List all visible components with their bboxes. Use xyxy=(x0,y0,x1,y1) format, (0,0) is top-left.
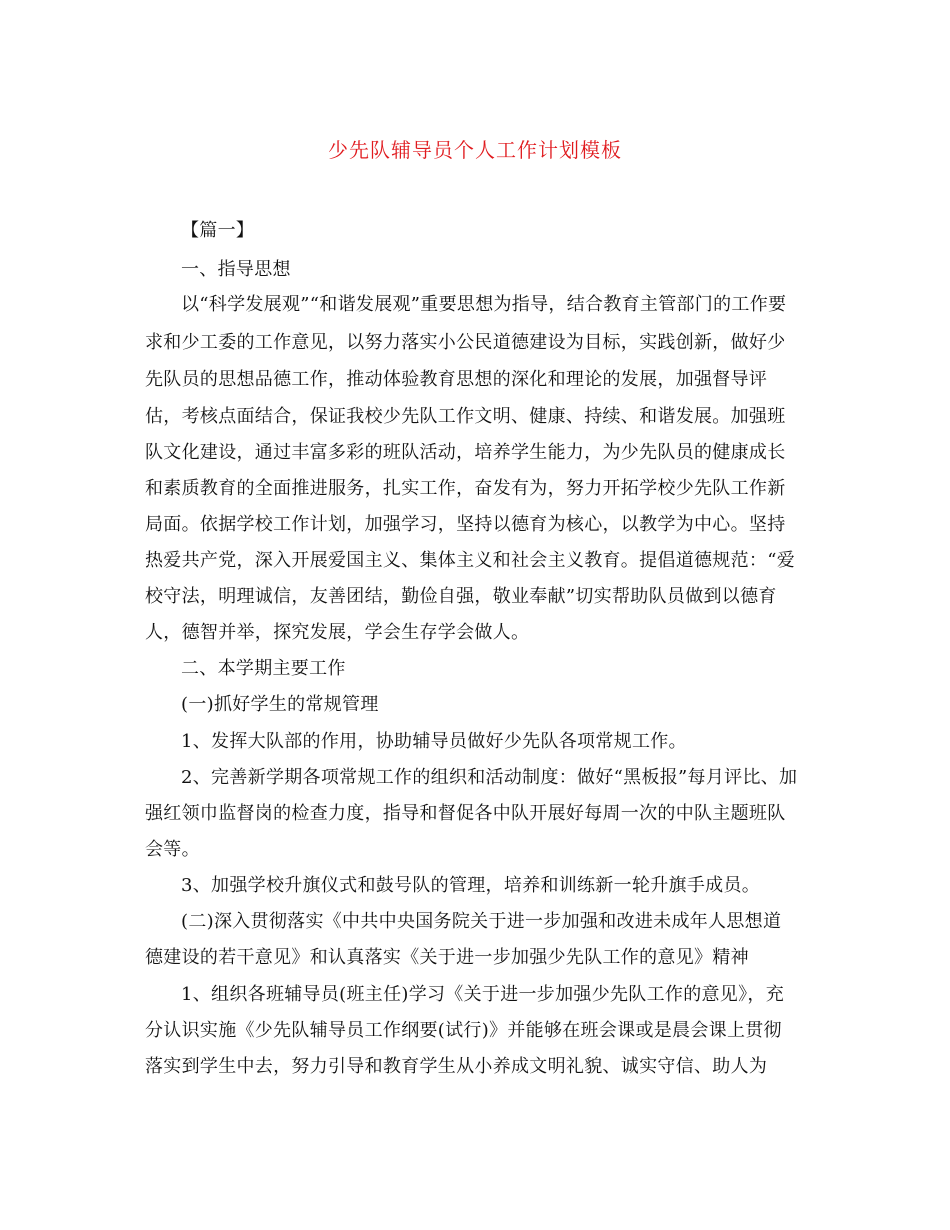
paragraph-line: 以“科学发展观”“和谐发展观”重要思想为指导，结合教育主管部门的工作要 xyxy=(181,294,787,315)
paragraph-line: 落实到学生中去，努力引导和教育学生从小养成文明礼貌、诚实守信、助人为 xyxy=(145,1056,768,1077)
paragraph-line: 会等。 xyxy=(145,839,200,860)
paragraph-line: 和素质教育的全面推进服务，扎实工作，奋发有为，努力开拓学校少先队工作新 xyxy=(145,478,786,499)
paragraph-line: 估，考核点面结合，保证我校少先队工作文明、健康、持续、和谐发展。加强班 xyxy=(145,406,786,427)
paragraph-line: 3、加强学校升旗仪式和鼓号队的管理，培养和训练新一轮升旗手成员。 xyxy=(181,875,761,896)
subheading-routine-management: (一)抓好学生的常规管理 xyxy=(181,694,379,715)
paragraph-line: 求和少工委的工作意见，以努力落实小公民道德建设为目标，实践创新，做好少 xyxy=(145,332,786,353)
paragraph-line: 分认识实施《少先队辅导员工作纲要(试行)》并能够在班会课或是晨会课上贯彻 xyxy=(145,1020,782,1041)
paragraph-line: 局面。依据学校工作计划，加强学习，坚持以德育为核心，以教学为中心。坚持 xyxy=(145,514,786,535)
paragraph-line: 1、发挥大队部的作用，协助辅导员做好少先队各项常规工作。 xyxy=(181,731,687,752)
paragraph-line: 热爱共产党，深入开展爱国主义、集体主义和社会主义教育。提倡道德规范：“爱 xyxy=(145,550,795,571)
paragraph-line: 强红领巾监督岗的检查力度，指导和督促各中队开展好每周一次的中队主题班队 xyxy=(145,803,786,824)
paragraph-line: 校守法，明理诚信，友善团结，勤俭自强，敬业奉献”切实帮助队员做到以德育 xyxy=(145,586,777,607)
heading-guiding-ideology: 一、指导思想 xyxy=(181,259,291,280)
paragraph-line: 人，德智并举，探究发展，学会生存学会做人。 xyxy=(145,622,530,643)
document-title: 少先队辅导员个人工作计划模板 xyxy=(328,138,622,162)
paragraph-line: 1、组织各班辅导员(班主任)学习《关于进一步加强少先队工作的意见》，充 xyxy=(181,984,784,1005)
paragraph-line: 队文化建设，通过丰富多彩的班队活动，培养学生能力，为少先队员的健康成长 xyxy=(145,442,786,463)
paragraph-line: 2、完善新学期各项常规工作的组织和活动制度：做好“黑板报”每月评比、加 xyxy=(181,767,798,788)
subheading-implementation: (二)深入贯彻落实《中共中央国务院关于进一步加强和改进未成年人思想道 xyxy=(181,911,782,932)
section-heading: 【篇一】 xyxy=(181,220,255,241)
paragraph-line: 德建设的若干意见》和认真落实《关于进一步加强少先队工作的意见》精神 xyxy=(145,947,749,968)
heading-main-work: 二、本学期主要工作 xyxy=(181,658,346,679)
paragraph-line: 先队员的思想品德工作，推动体验教育思想的深化和理论的发展，加强督导评 xyxy=(145,369,768,390)
